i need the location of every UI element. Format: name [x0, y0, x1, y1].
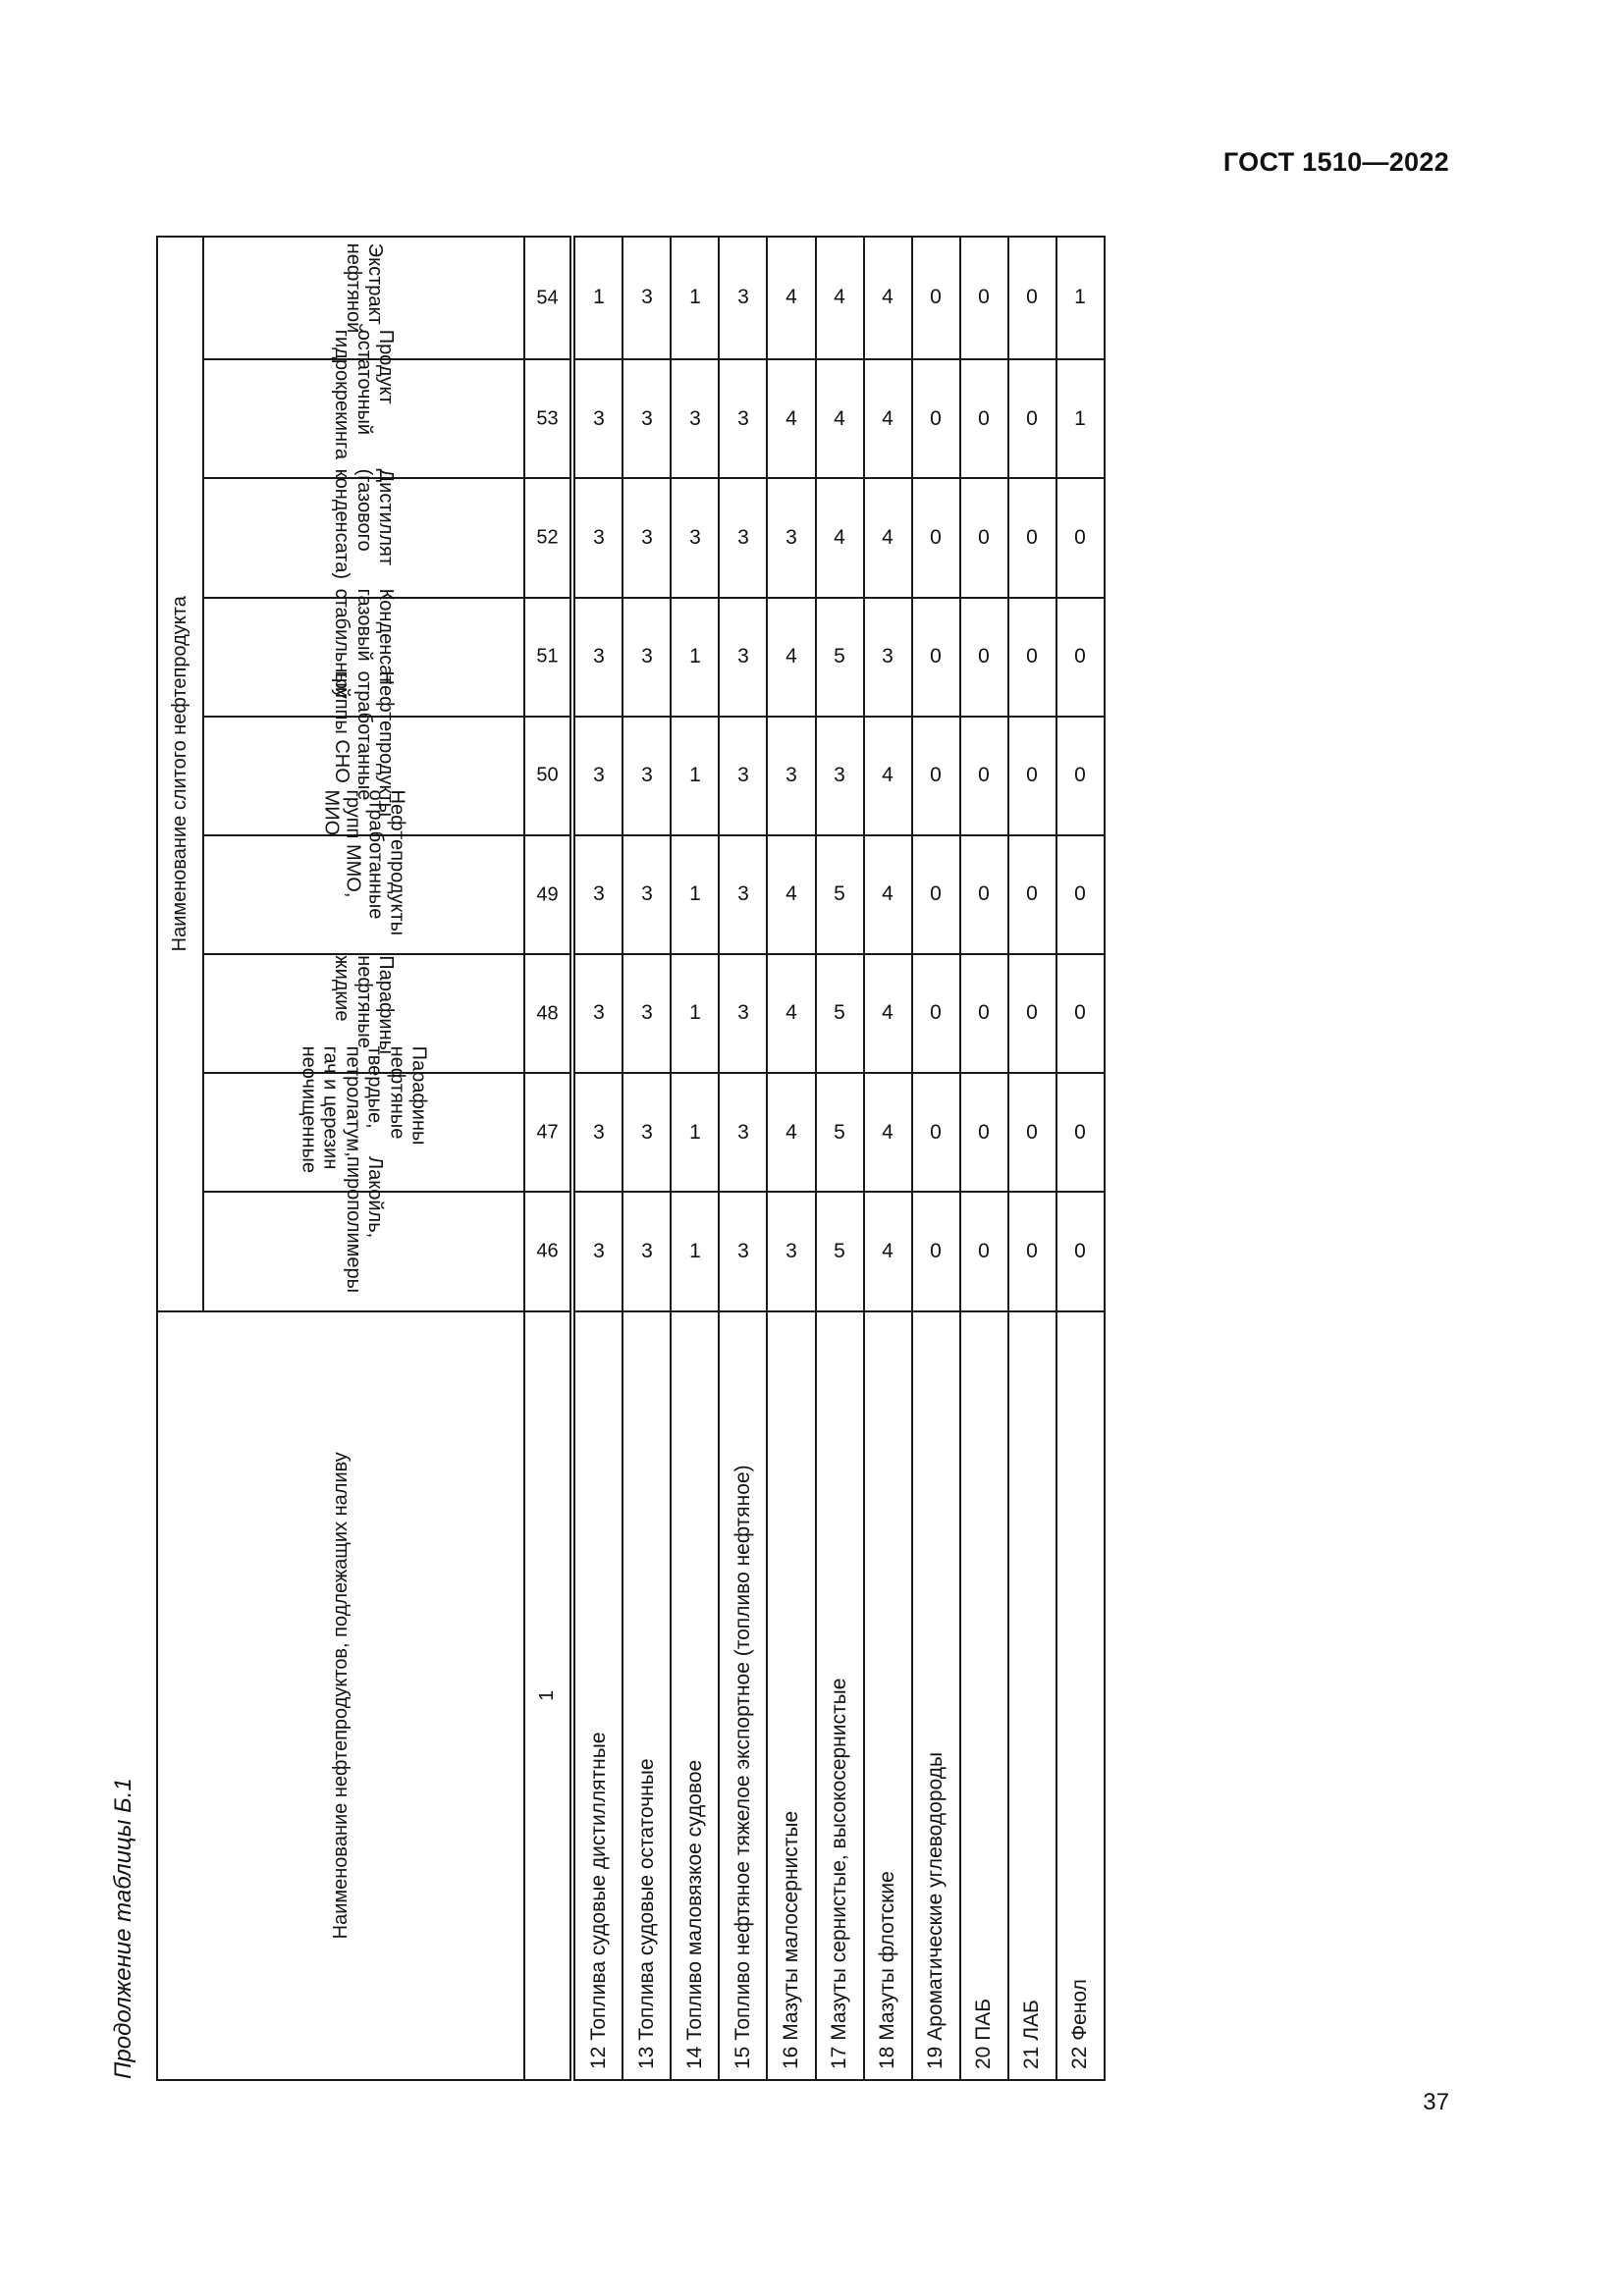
row-value: 0 [1056, 717, 1105, 835]
column-number: 54 [524, 237, 572, 359]
row-header: Наименование нефтепродуктов, подлежащих наливу [157, 1311, 524, 2080]
column-header-53: Продукт остаточный гидрокрекинга [203, 359, 524, 478]
row-value: 0 [960, 1192, 1008, 1310]
row-value: 0 [1008, 598, 1056, 717]
row-value: 3 [572, 954, 623, 1073]
row-value: 0 [1056, 835, 1105, 954]
row-value: 0 [1056, 954, 1105, 1073]
column-header-49: Нефтепродукты отработанные групп ММО, МИО [203, 835, 524, 954]
row-value: 1 [671, 954, 719, 1073]
row-value: 4 [816, 478, 864, 597]
row-product-name: 13 Топлива судовые остаточные [623, 1311, 671, 2080]
row-value: 4 [864, 237, 912, 359]
row-value: 4 [864, 478, 912, 597]
column-header-46: Лакойль, пирополимеры [203, 1192, 524, 1310]
column-number: 52 [524, 478, 572, 597]
row-value: 4 [864, 359, 912, 478]
table-row [960, 237, 1008, 2080]
row-value: 3 [767, 717, 815, 835]
row-value: 0 [1008, 717, 1056, 835]
row-product-name: 14 Топливо маловязкое судовое [671, 1311, 719, 2080]
row-value: 1 [671, 1192, 719, 1310]
row-value: 3 [572, 478, 623, 597]
row-value: 3 [572, 835, 623, 954]
row-value: 4 [816, 237, 864, 359]
row-product-name: 22 Фенол [1056, 1311, 1105, 2080]
row-value: 1 [671, 237, 719, 359]
row-value: 3 [623, 478, 671, 597]
row-value: 0 [960, 717, 1008, 835]
row-value: 4 [864, 1073, 912, 1192]
row-value: 0 [1056, 1073, 1105, 1192]
row-value: 3 [572, 717, 623, 835]
row-value: 0 [912, 359, 960, 478]
row-value: 3 [719, 359, 767, 478]
row-value: 5 [816, 954, 864, 1073]
row-value: 3 [719, 954, 767, 1073]
row-value: 3 [623, 954, 671, 1073]
row-value: 3 [623, 359, 671, 478]
column-number: 51 [524, 598, 572, 717]
table-caption: Продолжение таблицы Б.1 [110, 1778, 136, 2079]
table-row [864, 237, 912, 2080]
page-number: 37 [1423, 2089, 1449, 2115]
row-value: 3 [816, 717, 864, 835]
row-product-name: 12 Топлива судовые дистиллятные [572, 1311, 623, 2080]
row-value: 4 [864, 954, 912, 1073]
row-product-name: 19 Ароматические углеводороды [912, 1311, 960, 2080]
row-value: 3 [719, 1192, 767, 1310]
row-value: 3 [572, 1192, 623, 1310]
row-value: 3 [623, 1192, 671, 1310]
column-number: 47 [524, 1073, 572, 1192]
row-value: 0 [1056, 1192, 1105, 1310]
row-value: 3 [623, 237, 671, 359]
row-value: 3 [623, 717, 671, 835]
row-value: 0 [960, 598, 1008, 717]
row-value: 5 [816, 1192, 864, 1310]
row-value: 4 [864, 717, 912, 835]
table-row [767, 237, 815, 2080]
row-value: 1 [671, 1073, 719, 1192]
row-value: 1 [1056, 359, 1105, 478]
row-value: 0 [1008, 478, 1056, 597]
row-value: 0 [1008, 835, 1056, 954]
row-value: 1 [671, 717, 719, 835]
row-value: 3 [623, 598, 671, 717]
row-value: 3 [671, 478, 719, 597]
row-value: 0 [912, 598, 960, 717]
column-header-50: Нефтепродукты отработанные группы СНО [203, 717, 524, 835]
row-value: 0 [1008, 1073, 1056, 1192]
row-value: 0 [960, 359, 1008, 478]
row-value: 3 [767, 1192, 815, 1310]
row-value: 3 [767, 478, 815, 597]
column-header-47: Парафины нефтяные твердые, петролатум, гач и церезин неочищенные [203, 1073, 524, 1192]
row-value: 0 [1056, 598, 1105, 717]
row-value: 3 [719, 478, 767, 597]
row-product-name: 17 Мазуты сернистые, высокосернистые [816, 1311, 864, 2080]
table-row [912, 237, 960, 2080]
row-value: 0 [912, 1192, 960, 1310]
row-value: 0 [1008, 954, 1056, 1073]
row-value: 1 [671, 835, 719, 954]
column-header-54: Экстракт нефтяной [203, 237, 524, 359]
row-product-name: 18 Мазуты флотские [864, 1311, 912, 2080]
table-row [1008, 237, 1056, 2080]
table-row [816, 237, 864, 2080]
row-value: 4 [767, 237, 815, 359]
row-value: 0 [912, 717, 960, 835]
row-value: 0 [1008, 1192, 1056, 1310]
row-value: 4 [767, 835, 815, 954]
row-value: 4 [767, 359, 815, 478]
row-value: 0 [912, 237, 960, 359]
table-row [671, 237, 719, 2080]
row-value: 0 [960, 237, 1008, 359]
column-number: 53 [524, 359, 572, 478]
row-value: 0 [1008, 237, 1056, 359]
column-number: 49 [524, 835, 572, 954]
row-product-name: 21 ЛАБ [1008, 1311, 1056, 2080]
row-value: 0 [912, 954, 960, 1073]
column-number: 48 [524, 954, 572, 1073]
compatibility-table [156, 236, 1106, 2081]
row-value: 4 [864, 835, 912, 954]
row-value: 1 [572, 237, 623, 359]
row-value: 0 [912, 1073, 960, 1192]
row-value: 0 [960, 478, 1008, 597]
row-value: 5 [816, 598, 864, 717]
row-value: 3 [719, 237, 767, 359]
row-value: 4 [864, 1192, 912, 1310]
row-value: 5 [816, 1073, 864, 1192]
column-header-48: Парафины нефтяные жидкие [203, 954, 524, 1073]
row-value: 0 [1008, 359, 1056, 478]
row-product-name: 15 Топливо нефтяное тяжелое экспортное (топливо нефтяное) [719, 1311, 767, 2080]
row-value: 3 [572, 598, 623, 717]
column-header-51: Конденсат газовый стабильный [203, 598, 524, 717]
column-number-row [524, 237, 572, 2080]
table-row [623, 237, 671, 2080]
row-value: 3 [719, 835, 767, 954]
row-value: 4 [767, 1073, 815, 1192]
row-value: 4 [767, 598, 815, 717]
table-row [719, 237, 767, 2080]
row-value: 0 [960, 954, 1008, 1073]
row-value: 0 [960, 835, 1008, 954]
column-number: 1 [524, 1311, 572, 2080]
header-row-group [157, 237, 203, 2080]
column-number: 46 [524, 1192, 572, 1310]
row-value: 0 [912, 835, 960, 954]
row-value: 0 [912, 478, 960, 597]
row-value: 0 [960, 1073, 1008, 1192]
column-number: 50 [524, 717, 572, 835]
row-value: 3 [623, 835, 671, 954]
row-value: 3 [719, 717, 767, 835]
document-code: ГОСТ 1510—2022 [1222, 147, 1449, 177]
table-row [572, 237, 623, 2080]
row-value: 1 [671, 598, 719, 717]
row-product-name: 16 Мазуты малосернистые [767, 1311, 815, 2080]
row-value: 3 [864, 598, 912, 717]
row-value: 4 [767, 954, 815, 1073]
row-value: 3 [719, 598, 767, 717]
row-value: 5 [816, 835, 864, 954]
column-header-52: Дистиллят (газового конденсата) [203, 478, 524, 597]
row-value: 3 [572, 1073, 623, 1192]
row-value: 4 [816, 359, 864, 478]
row-value: 3 [671, 359, 719, 478]
row-value: 3 [623, 1073, 671, 1192]
rotated-table-container [156, 236, 1106, 2081]
row-product-name: 20 ПАБ [960, 1311, 1008, 2080]
row-value: 3 [719, 1073, 767, 1192]
group-header: Наименование слитого нефтепродукта [157, 237, 203, 1311]
row-value: 3 [572, 359, 623, 478]
table-row [1056, 237, 1105, 2080]
row-value: 0 [1056, 478, 1105, 597]
row-value: 1 [1056, 237, 1105, 359]
